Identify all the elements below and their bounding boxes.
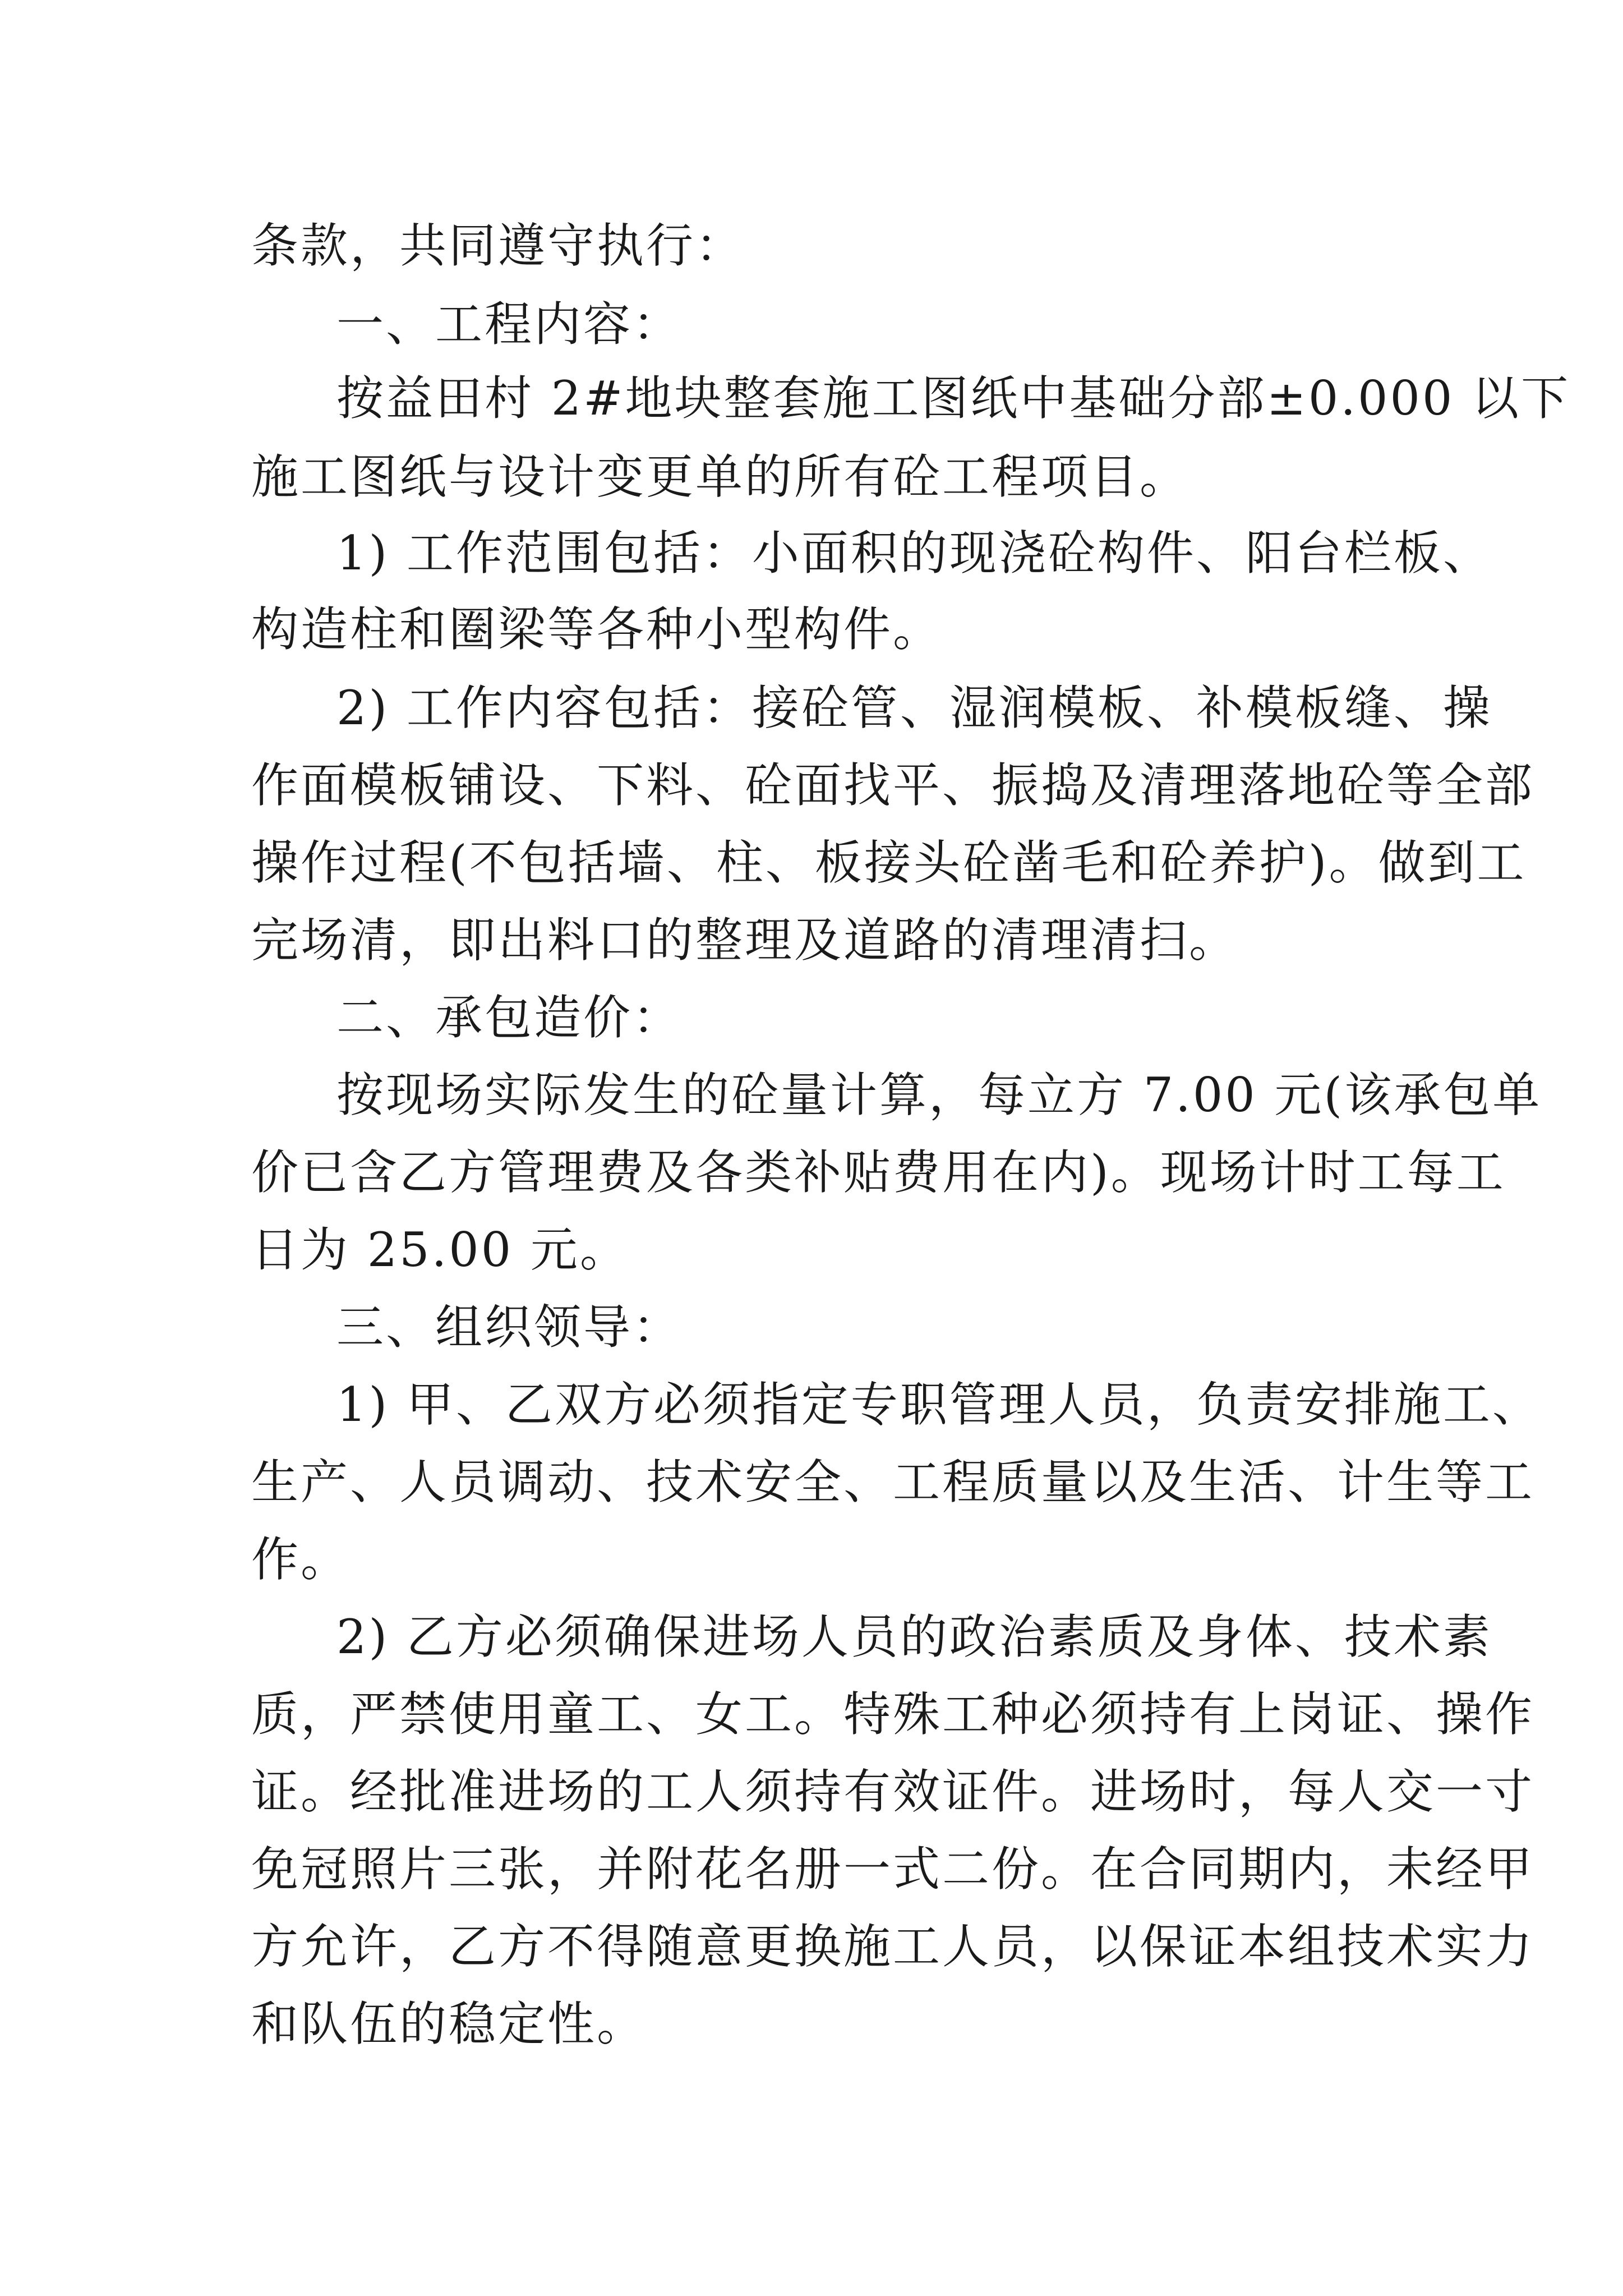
text-line: 操作过程(不包括墙、柱、板接头砼凿毛和砼养护)。做到工 <box>251 835 1527 890</box>
text-line: 按益田村 2#地块整套施工图纸中基础分部±0.000 以下 <box>336 371 1571 426</box>
text-line: 施工图纸与设计变更单的所有砼工程项目。 <box>251 449 1189 504</box>
text-line: 完场清，即出料口的整理及道路的清理清扫。 <box>251 913 1239 968</box>
text-line: 和队伍的稳定性。 <box>251 1996 647 2051</box>
text-line: 作面模板铺设、下料、砼面找平、振捣及清理落地砼等全部 <box>251 758 1535 813</box>
text-line: 生产、人员调动、技术安全、工程质量以及生活、计生等工 <box>251 1455 1535 1510</box>
text-line: 1) 工作范围包括：小面积的现浇砼构件、阳台栏板、 <box>336 526 1492 581</box>
text-line: 质，严禁使用童工、女工。特殊工种必须持有上岗证、操作 <box>251 1687 1535 1742</box>
section-heading-1: 一、工程内容： <box>336 297 683 352</box>
text-line: 构造柱和圈梁等各种小型构件。 <box>251 602 943 657</box>
text-line: 价已含乙方管理费及各类补贴费用在内)。现场计时工每工 <box>251 1145 1506 1200</box>
section-heading-3: 三、组织领导： <box>336 1300 683 1355</box>
text-line: 条款，共同遵守执行： <box>251 218 745 273</box>
text-line: 日为 25.00 元。 <box>251 1222 629 1277</box>
text-line: 方允许，乙方不得随意更换施工人员，以保证本组技术实力 <box>251 1919 1535 1974</box>
text-line: 2) 工作内容包括：接砼管、湿润模板、补模板缝、操 <box>336 680 1492 735</box>
text-line: 按现场实际发生的砼量计算，每立方 7.00 元(该承包单 <box>336 1068 1542 1122</box>
text-line: 证。经批准进场的工人须持有效证件。进场时，每人交一寸 <box>251 1764 1535 1819</box>
text-line: 免冠照片三张，并附花名册一式二份。在合同期内，未经甲 <box>251 1842 1535 1897</box>
section-heading-2: 二、承包造价： <box>336 990 683 1045</box>
text-line: 2) 乙方必须确保进场人员的政治素质及身体、技术素 <box>336 1609 1492 1664</box>
text-line: 1) 甲、乙双方必须指定专职管理人员，负责安排施工、 <box>336 1377 1542 1432</box>
text-line: 作。 <box>251 1532 351 1587</box>
